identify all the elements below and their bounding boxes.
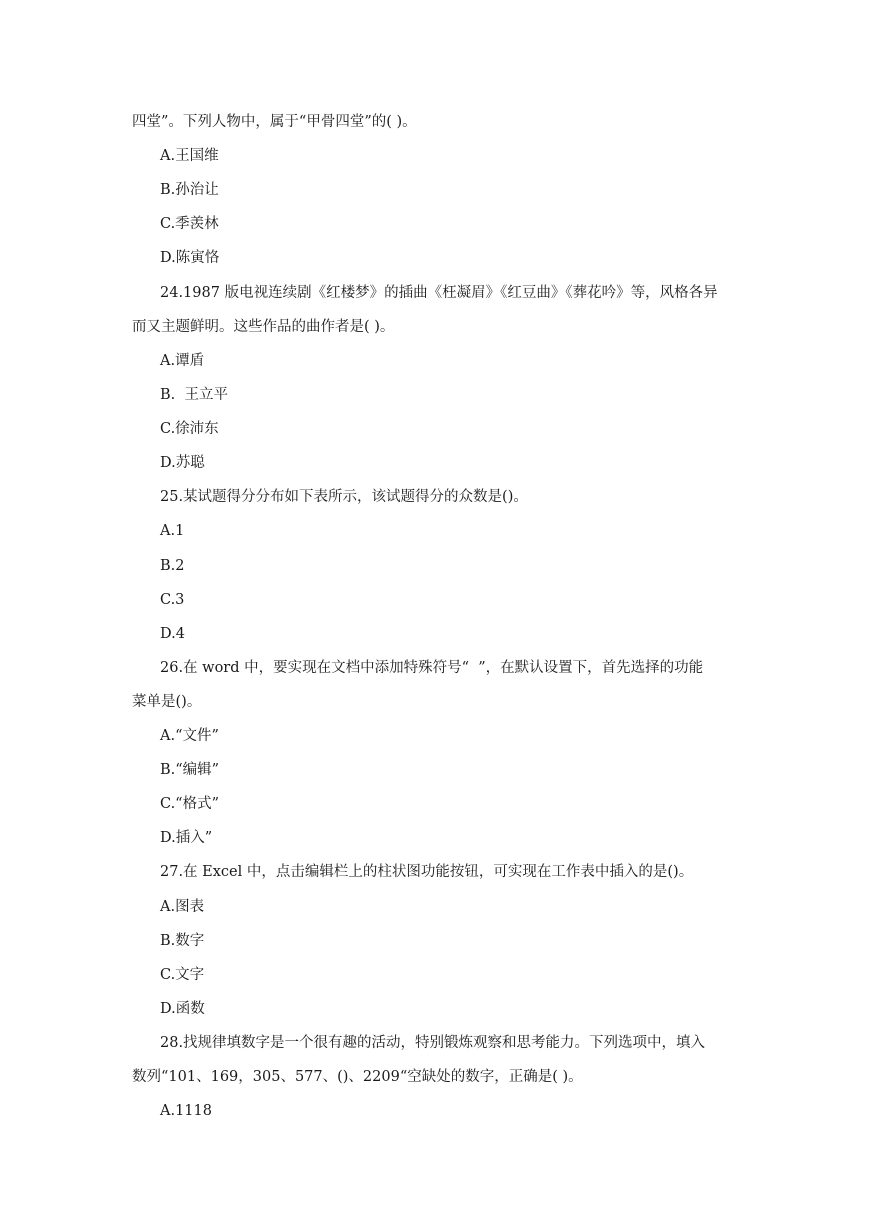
q27-option-a: A.图表 — [160, 899, 205, 915]
q25-option-d: D.4 — [160, 626, 185, 642]
q28-option-a: A.1118 — [160, 1103, 212, 1119]
q24-option-b: B. 王立平 — [160, 387, 228, 403]
q24-option-c: C.徐沛东 — [160, 421, 219, 437]
q25-stem-line1: 25.某试题得分分布如下表所示，该试题得分的众数是()。 — [160, 489, 528, 505]
q23-option-d: D.陈寅恪 — [160, 250, 220, 266]
q24-stem-line2: 而又主题鲜明。这些作品的曲作者是( )。 — [132, 319, 395, 335]
q23-option-c: C.季羡林 — [160, 216, 219, 232]
q26-option-d: D.插入” — [160, 830, 213, 846]
q27-option-d: D.函数 — [160, 1001, 205, 1017]
q23-stem-tail: 四堂”。下列人物中，属于“甲骨四堂”的( )。 — [132, 114, 417, 130]
q27-stem-line1: 27.在 Excel 中，点击编辑栏上的柱状图功能按钮，可实现在工作表中插入的是()。 — [160, 864, 694, 880]
q23-option-a: A.王国维 — [160, 148, 219, 164]
q24-option-a: A.谭盾 — [160, 353, 205, 369]
q26-option-b: B.“编辑” — [160, 762, 220, 778]
q25-option-b: B.2 — [160, 558, 185, 574]
q24-option-d: D.苏聪 — [160, 455, 205, 471]
q26-option-a: A.“文件” — [160, 728, 219, 744]
q27-option-c: C.文字 — [160, 967, 205, 983]
q23-option-b: B.孙治让 — [160, 182, 219, 198]
q26-option-c: C.“格式” — [160, 796, 220, 812]
q28-stem-line2: 数列“101、169，305、577、()、2209“空缺处的数字，正确是( )。 — [132, 1069, 583, 1085]
q27-option-b: B.数字 — [160, 933, 205, 949]
q24-stem-line1: 24.1987 版电视连续剧《红楼梦》的插曲《枉凝眉》《红豆曲》《葬花吟》等，风格各异 — [160, 285, 718, 301]
q25-option-a: A.1 — [160, 523, 185, 539]
q28-stem-line1: 28.找规律填数字是一个很有趣的活动，特别锻炼观察和思考能力。下列选项中，填入 — [160, 1035, 706, 1051]
q26-stem-line2: 菜单是()。 — [132, 694, 202, 710]
q25-option-c: C.3 — [160, 592, 185, 608]
q26-stem-line1: 26.在 word 中，要实现在文档中添加特殊符号“ ”，在默认设置下，首先选择的功能 — [160, 660, 704, 676]
